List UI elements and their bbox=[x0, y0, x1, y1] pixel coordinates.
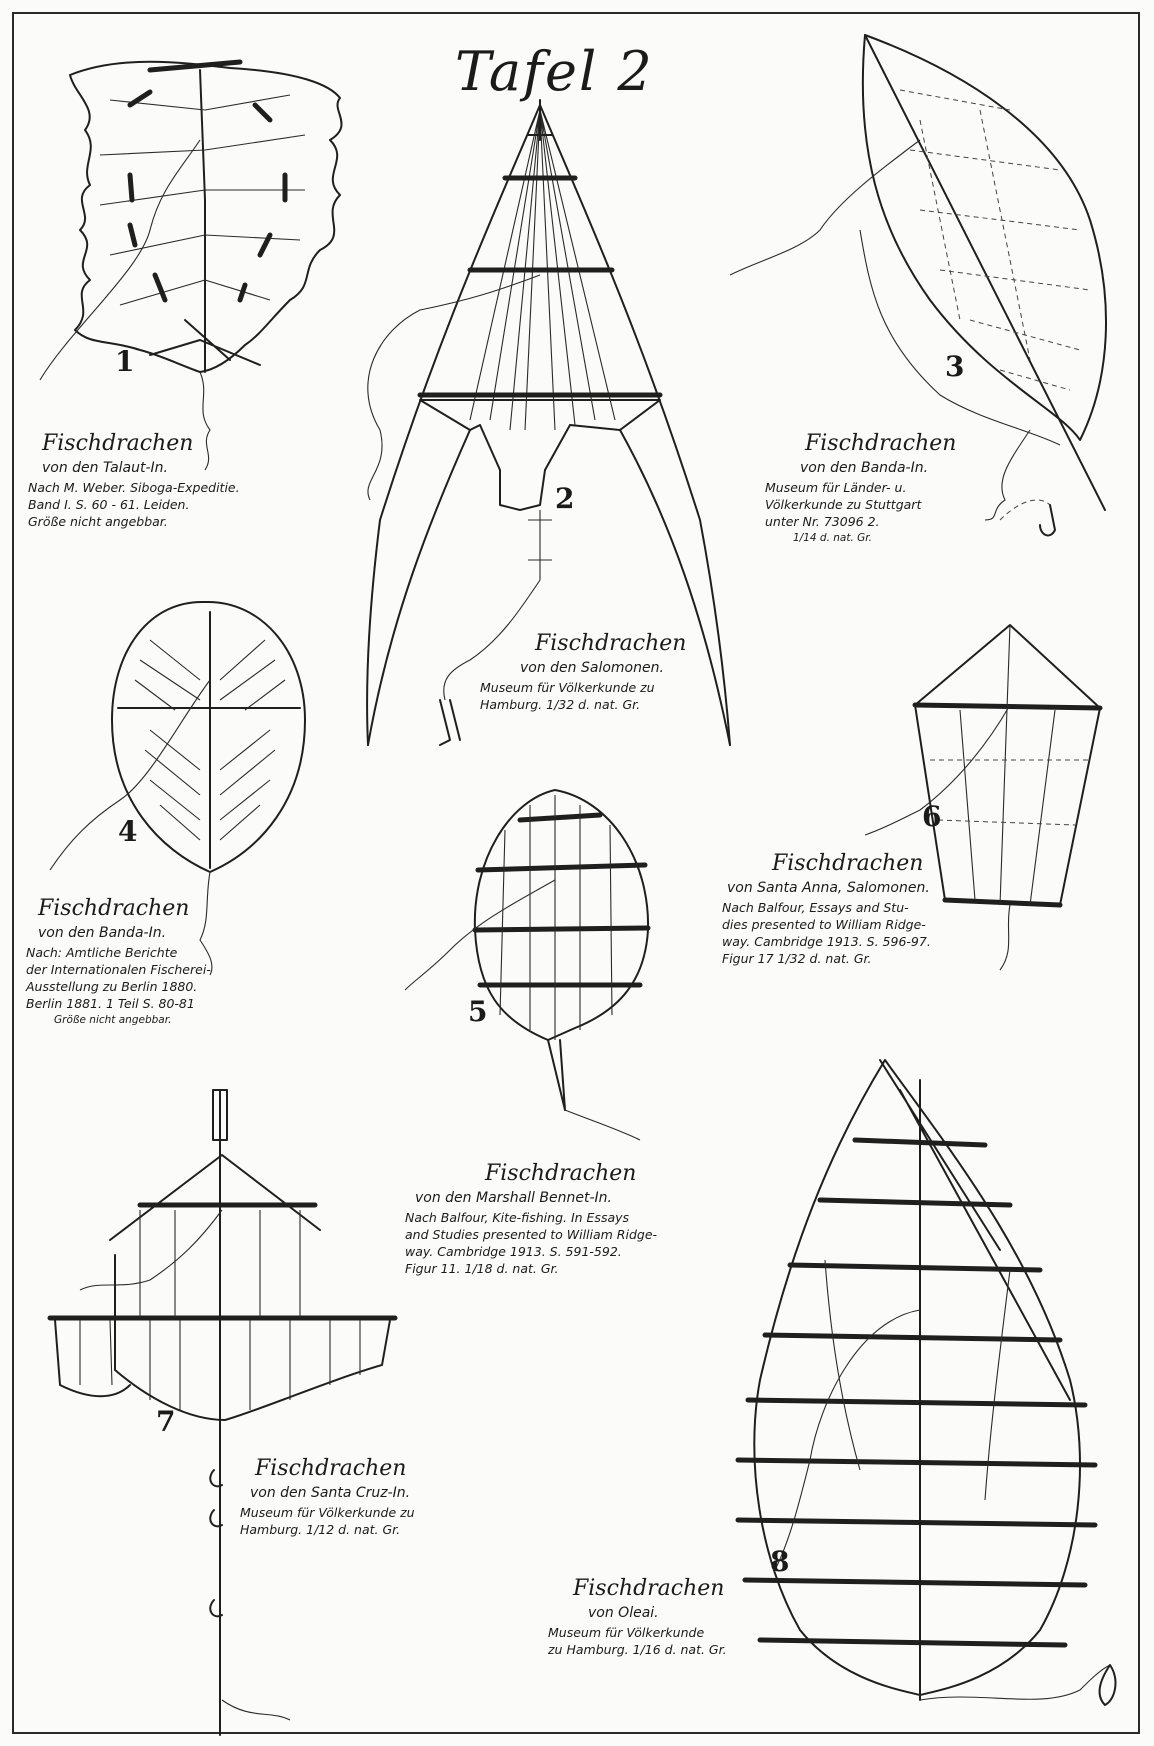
caption-note: unter Nr. 73096 2. bbox=[765, 514, 880, 529]
caption-heading: Fischdrachen bbox=[535, 631, 687, 656]
caption-note: Größe nicht angebbar. bbox=[28, 514, 168, 529]
caption-subheading: von den Marshall Bennet-In. bbox=[415, 1190, 612, 1206]
caption-note: Figur 11. 1/18 d. nat. Gr. bbox=[405, 1261, 559, 1276]
caption-heading: Fischdrachen bbox=[485, 1161, 637, 1186]
figure-7-number: 7 bbox=[156, 1405, 176, 1438]
figure-7-caption bbox=[240, 1455, 415, 1538]
caption-heading: Fischdrachen bbox=[772, 851, 924, 876]
figure-6-caption bbox=[722, 850, 931, 967]
caption-note: Ausstellung zu Berlin 1880. bbox=[26, 979, 198, 994]
caption-subheading: von den Banda-In. bbox=[800, 460, 929, 476]
kite-8-drawing bbox=[738, 1060, 1115, 1705]
caption-note: Nach M. Weber. Siboga-Expeditie. bbox=[28, 480, 240, 495]
caption-note: Hamburg. 1/32 d. nat. Gr. bbox=[480, 697, 641, 712]
figure-8-number: 8 bbox=[770, 1545, 790, 1578]
figure-8-caption bbox=[548, 1575, 727, 1658]
caption-note: der Internationalen Fischerei- bbox=[26, 962, 211, 977]
figure-2-caption bbox=[480, 630, 686, 713]
caption-heading: Fischdrachen bbox=[255, 1456, 407, 1481]
caption-note: Nach: Amtliche Berichte bbox=[26, 945, 178, 960]
kite-1-drawing bbox=[40, 62, 342, 470]
figure-1-number: 1 bbox=[115, 345, 135, 378]
caption-note: Völkerkunde zu Stuttgart bbox=[765, 497, 922, 512]
caption-note: Figur 17 1/32 d. nat. Gr. bbox=[722, 951, 872, 966]
caption-heading: Fischdrachen bbox=[38, 896, 190, 921]
kite-7-drawing bbox=[50, 1090, 395, 1735]
caption-subheading: von Santa Anna, Salomonen. bbox=[727, 880, 930, 896]
caption-note: zu Hamburg. 1/16 d. nat. Gr. bbox=[548, 1642, 727, 1657]
caption-note: Berlin 1881. 1 Teil S. 80-81 bbox=[26, 996, 195, 1011]
figure-4-number: 4 bbox=[118, 815, 138, 848]
caption-note: way. Cambridge 1913. S. 591-592. bbox=[405, 1244, 622, 1259]
caption-subheading: von den Salomonen. bbox=[520, 660, 664, 676]
figure-5-number: 5 bbox=[468, 995, 488, 1028]
figure-5-caption bbox=[405, 1160, 657, 1277]
caption-heading: Fischdrachen bbox=[805, 431, 957, 456]
caption-note: 1/14 d. nat. Gr. bbox=[793, 532, 872, 544]
figure-3-number: 3 bbox=[945, 350, 965, 383]
figure-4-caption bbox=[26, 895, 211, 1029]
caption-note: Museum für Völkerkunde bbox=[548, 1625, 705, 1640]
caption-note: Museum für Völkerkunde zu bbox=[240, 1505, 415, 1520]
caption-subheading: von den Santa Cruz-In. bbox=[250, 1485, 411, 1501]
caption-heading: Fischdrachen bbox=[42, 431, 194, 456]
caption-note: dies presented to William Ridge- bbox=[722, 917, 926, 932]
figure-2-number: 2 bbox=[555, 482, 575, 515]
plate-title: Tafel 2 bbox=[455, 40, 654, 103]
caption-note: Museum für Länder- u. bbox=[765, 480, 907, 495]
caption-note: Nach Balfour, Essays and Stu- bbox=[722, 900, 909, 915]
figure-1-caption bbox=[28, 430, 240, 530]
caption-note: Band I. S. 60 - 61. Leiden. bbox=[28, 497, 190, 512]
figure-6-number: 6 bbox=[922, 800, 942, 833]
caption-subheading: von den Talaut-In. bbox=[42, 460, 168, 476]
caption-subheading: von Oleai. bbox=[588, 1605, 659, 1621]
caption-heading: Fischdrachen bbox=[573, 1576, 725, 1601]
figure-3-caption bbox=[765, 430, 956, 547]
caption-note: Größe nicht angebbar. bbox=[54, 1014, 172, 1026]
caption-note: way. Cambridge 1913. S. 596-97. bbox=[722, 934, 931, 949]
caption-subheading: von den Banda-In. bbox=[38, 925, 167, 941]
caption-note: Museum für Völkerkunde zu bbox=[480, 680, 655, 695]
caption-note: and Studies presented to William Ridge- bbox=[405, 1227, 658, 1242]
caption-note: Nach Balfour, Kite-fishing. In Essays bbox=[405, 1210, 630, 1225]
kite-5-drawing bbox=[405, 790, 648, 1140]
caption-note: Hamburg. 1/12 d. nat. Gr. bbox=[240, 1522, 401, 1537]
